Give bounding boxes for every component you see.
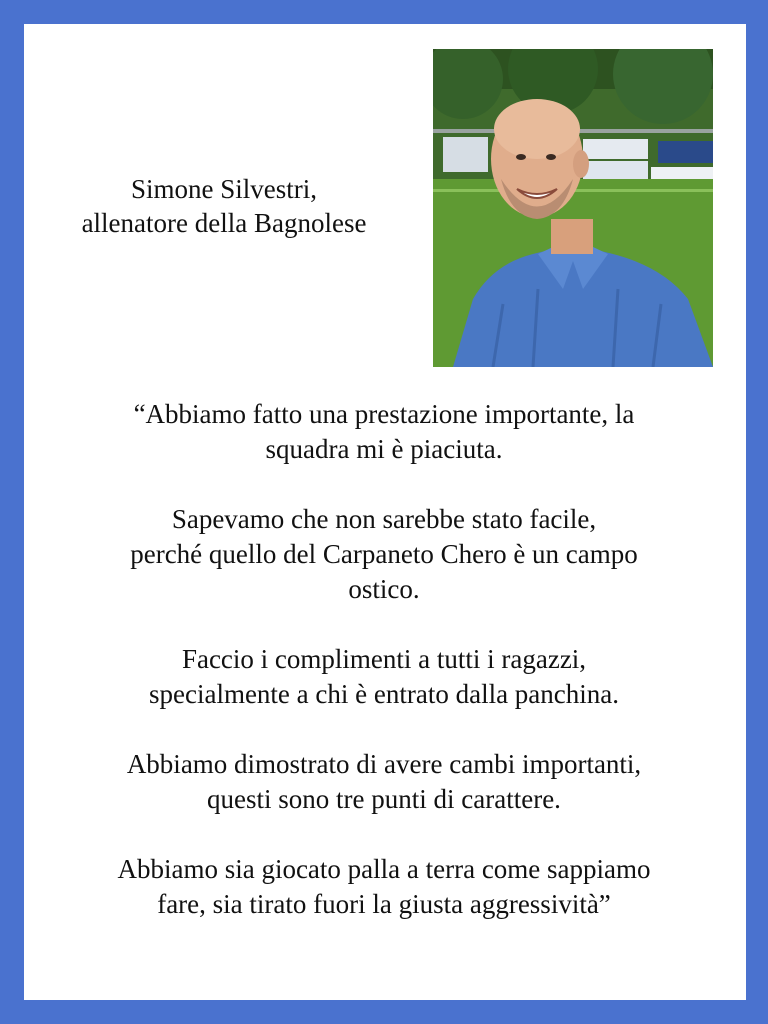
- photo-caption: [28, 172, 420, 240]
- quote-line: questi sono tre punti di carattere.: [207, 784, 561, 814]
- quote-line: Abbiamo sia giocato palla a terra come sappiamo: [117, 854, 651, 884]
- quote-paragraph-3: [40, 642, 728, 712]
- caption-name: Simone Silvestri,: [130, 174, 317, 204]
- caption-role: allenatore della Bagnolese: [81, 208, 367, 238]
- quote-line: squadra mi è piaciuta.: [265, 434, 503, 464]
- quote-line: “Abbiamo fatto una prestazione importante, la: [133, 399, 635, 429]
- quote-line: specialmente a chi è entrato dalla panchina.: [148, 679, 620, 709]
- quote-line: Faccio i complimenti a tutti i ragazzi,: [181, 644, 587, 674]
- quote-paragraph-1: [40, 397, 728, 467]
- quote-line: fare, sia tirato fuori la giusta aggressività”: [157, 889, 611, 919]
- portrait-illustration: [433, 49, 713, 367]
- quote-paragraph-2: [40, 502, 728, 607]
- coach-portrait-photo: [433, 49, 713, 367]
- quote-block: [40, 397, 728, 957]
- quote-paragraph-4: [40, 747, 728, 817]
- quote-line: Sapevamo che non sarebbe stato facile,: [171, 504, 597, 534]
- quote-line: perché quello del Carpaneto Chero è un campo: [130, 539, 638, 569]
- quote-line: Abbiamo dimostrato di avere cambi importanti,: [126, 749, 642, 779]
- quote-line: ostico.: [348, 574, 420, 604]
- quote-paragraph-5: [40, 852, 728, 922]
